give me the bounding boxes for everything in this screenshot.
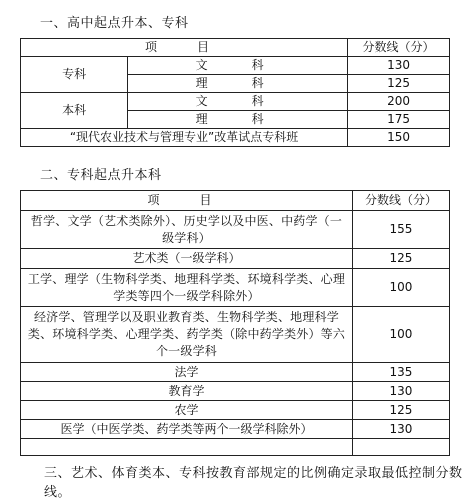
- score-cell: 130: [352, 382, 449, 401]
- table-row: [21, 382, 450, 401]
- special-label-cell: “现代农业技术与管理专业”改革试点专科班: [21, 129, 348, 147]
- score-cell: 100: [352, 269, 449, 307]
- score-cell: 135: [352, 363, 449, 382]
- table-header-row: [21, 191, 450, 211]
- score-cell: 150: [348, 129, 450, 147]
- table-row-empty: [21, 439, 450, 456]
- score-cell: 175: [348, 111, 450, 129]
- table-row: [21, 269, 450, 307]
- header-score: 分数线（分）: [352, 191, 449, 211]
- section2-table: [20, 190, 450, 456]
- header-item: 项 目: [21, 39, 348, 57]
- item-cell: 工学、理学（生物科学类、地理科学类、环境科学类、心理学类等四个一级学科除外）: [21, 269, 353, 307]
- score-cell: 125: [352, 249, 449, 269]
- table-row: [21, 307, 450, 363]
- score-cell: 125: [348, 75, 450, 93]
- section1-table: [20, 38, 450, 147]
- score-cell: 200: [348, 93, 450, 111]
- score-cell: 130: [352, 420, 449, 439]
- score-cell: 155: [352, 211, 449, 249]
- table-row: [21, 93, 450, 111]
- table-row: [21, 129, 450, 147]
- header-score: 分数线（分）: [348, 39, 450, 57]
- table-row: [21, 249, 450, 269]
- section3-text: 三、艺术、体育类本、专科按教育部规定的比例确定录取最低控制分数线。: [44, 466, 463, 500]
- header-item: 项 目: [21, 191, 353, 211]
- category-cell: 专科: [21, 57, 128, 93]
- item-cell: 农学: [21, 401, 353, 420]
- table-row: [21, 363, 450, 382]
- category-cell: 本科: [21, 93, 128, 129]
- item-cell: [21, 439, 353, 456]
- score-cell: 100: [352, 307, 449, 363]
- section1-heading: 一、高中起点升本、专科: [40, 16, 189, 31]
- item-cell: 哲学、文学（艺术类除外）、历史学以及中医、中药学（一级学科）: [21, 211, 353, 249]
- table-row: [21, 211, 450, 249]
- table-row: [21, 420, 450, 439]
- table-row: [21, 57, 450, 75]
- score-cell: 130: [348, 57, 450, 75]
- sub-cell: 文 科: [128, 93, 348, 111]
- item-cell: 教育学: [21, 382, 353, 401]
- score-cell: 125: [352, 401, 449, 420]
- section2-heading: 二、专科起点升本科: [40, 168, 162, 183]
- table-row: [21, 401, 450, 420]
- item-cell: 艺术类（一级学科）: [21, 249, 353, 269]
- score-cell: [352, 439, 449, 456]
- item-cell: 法学: [21, 363, 353, 382]
- item-cell: 医学（中医学类、药学类等两个一级学科除外）: [21, 420, 353, 439]
- sub-cell: 文 科: [128, 57, 348, 75]
- sub-cell: 理 科: [128, 111, 348, 129]
- sub-cell: 理 科: [128, 75, 348, 93]
- table-header-row: [21, 39, 450, 57]
- item-cell: 经济学、管理学以及职业教育类、生物科学类、地理科学类、环境科学类、心理学类、药学类（除中药学类外）等六个一级学科: [21, 307, 353, 363]
